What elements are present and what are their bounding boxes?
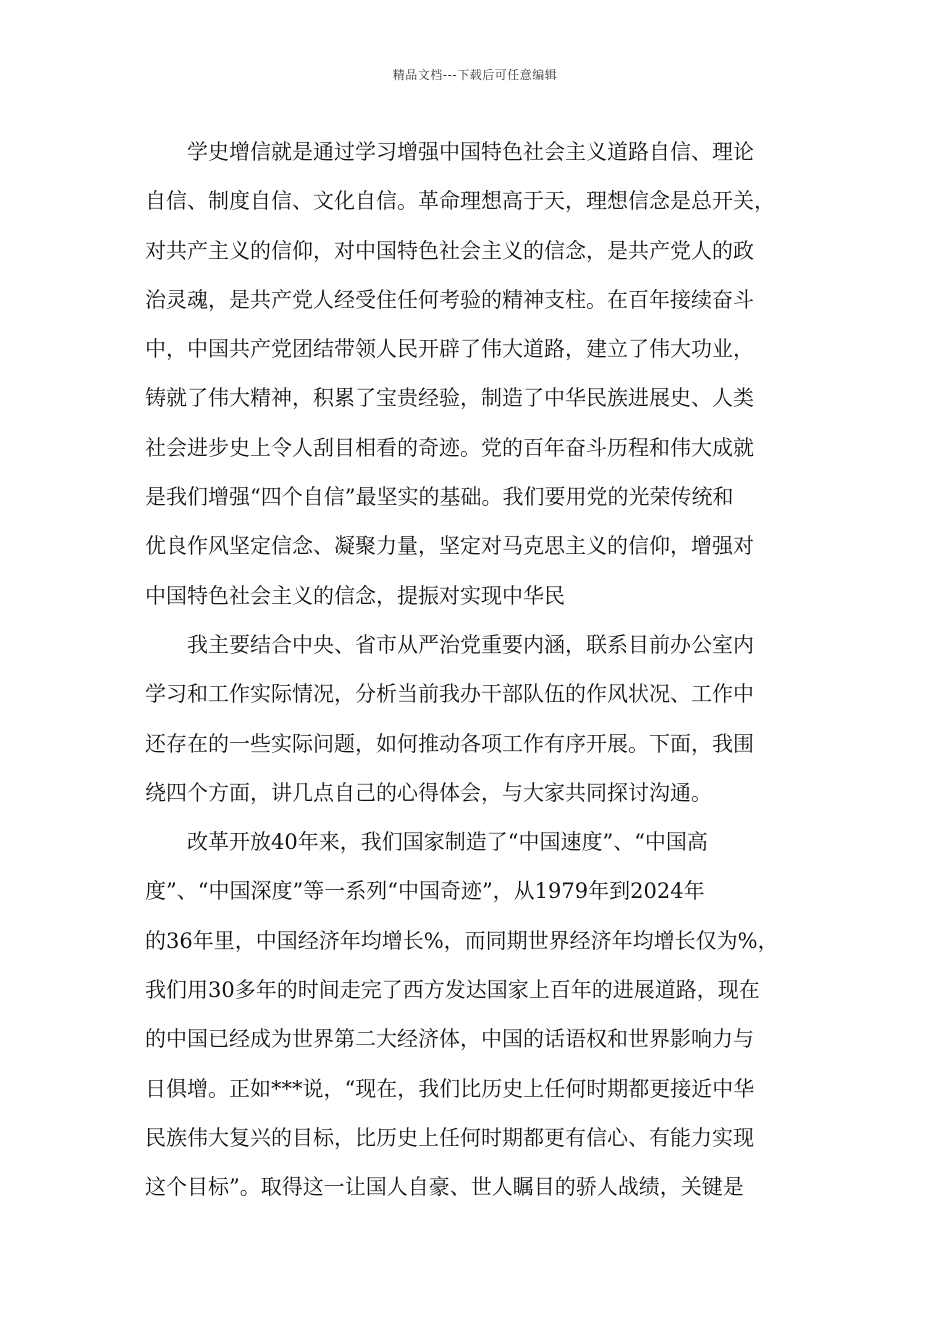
text-line: 改革开放40年来，我们国家制造了“中国速度”、“中国高	[187, 830, 708, 855]
page-header: 精品文档---下载后可任意编辑	[392, 68, 558, 82]
text-line: 还存在的一些实际问题，如何推动各项工作有序开展。下面，我围	[145, 731, 754, 756]
text-line: 度”、“中国深度”等一系列“中国奇迹”，从1979年到2024年	[145, 879, 705, 904]
text-line: 自信、制度自信、文化自信。革命理想高于天，理想信念是总开关，	[145, 189, 775, 214]
paragraph-2	[145, 621, 815, 818]
text-line: 是我们增强“四个自信”最坚实的基础。我们要用党的光荣传统和	[145, 485, 734, 510]
text-line: 社会进步史上令人刮目相看的奇迹。党的百年奋斗历程和伟大成就	[145, 435, 754, 460]
text-line: 绕四个方面，讲几点自己的心得体会，与大家共同探讨沟通。	[145, 780, 712, 805]
text-line: 的中国已经成为世界第二大经济体，中国的话语权和世界影响力与	[145, 1027, 754, 1052]
text-line: 学史增信就是通过学习增强中国特色社会主义道路自信、理论	[187, 140, 754, 164]
text-line: 优良作风坚定信念、凝聚力量，坚定对马克思主义的信仰，增强对	[145, 534, 754, 559]
paragraph-3	[145, 818, 815, 1212]
text-line: 的36年里，中国经济年均增长%，而同期世界经济年均增长仅为%，	[145, 928, 779, 953]
text-line: 中国特色社会主义的信念，提振对实现中华民	[145, 583, 565, 608]
text-line: 这个目标”。取得这一让国人自豪、世人瞩目的骄人战绩，关键是	[145, 1175, 744, 1200]
text-line: 我主要结合中央、省市从严治党重要内涵，联系目前办公室内	[187, 632, 754, 657]
text-line: 治灵魂，是共产党人经受住任何考验的精神支柱。在百年接续奋斗	[145, 287, 754, 312]
text-line: 铸就了伟大精神，积累了宝贵经验，制造了中华民族进展史、人类	[145, 386, 754, 411]
text-line: 学习和工作实际情况，分析当前我办干部队伍的作风状况、工作中	[145, 682, 754, 707]
text-line: 中，中国共产党团结带领人民开辟了伟大道路，建立了伟大功业，	[145, 337, 754, 362]
text-line: 民族伟大复兴的目标，比历史上任何时期都更有信心、有能力实现	[145, 1125, 754, 1150]
text-line: 我们用30多年的时间走完了西方发达国家上百年的进展道路，现在	[145, 978, 760, 1003]
text-line: 日俱增。正如***说，“现在，我们比历史上任何时期都更接近中华	[145, 1076, 755, 1101]
document-body	[145, 128, 815, 1213]
paragraph-1	[145, 128, 815, 621]
text-line: 对共产主义的信仰，对中国特色社会主义的信念，是共产党人的政	[145, 238, 754, 263]
